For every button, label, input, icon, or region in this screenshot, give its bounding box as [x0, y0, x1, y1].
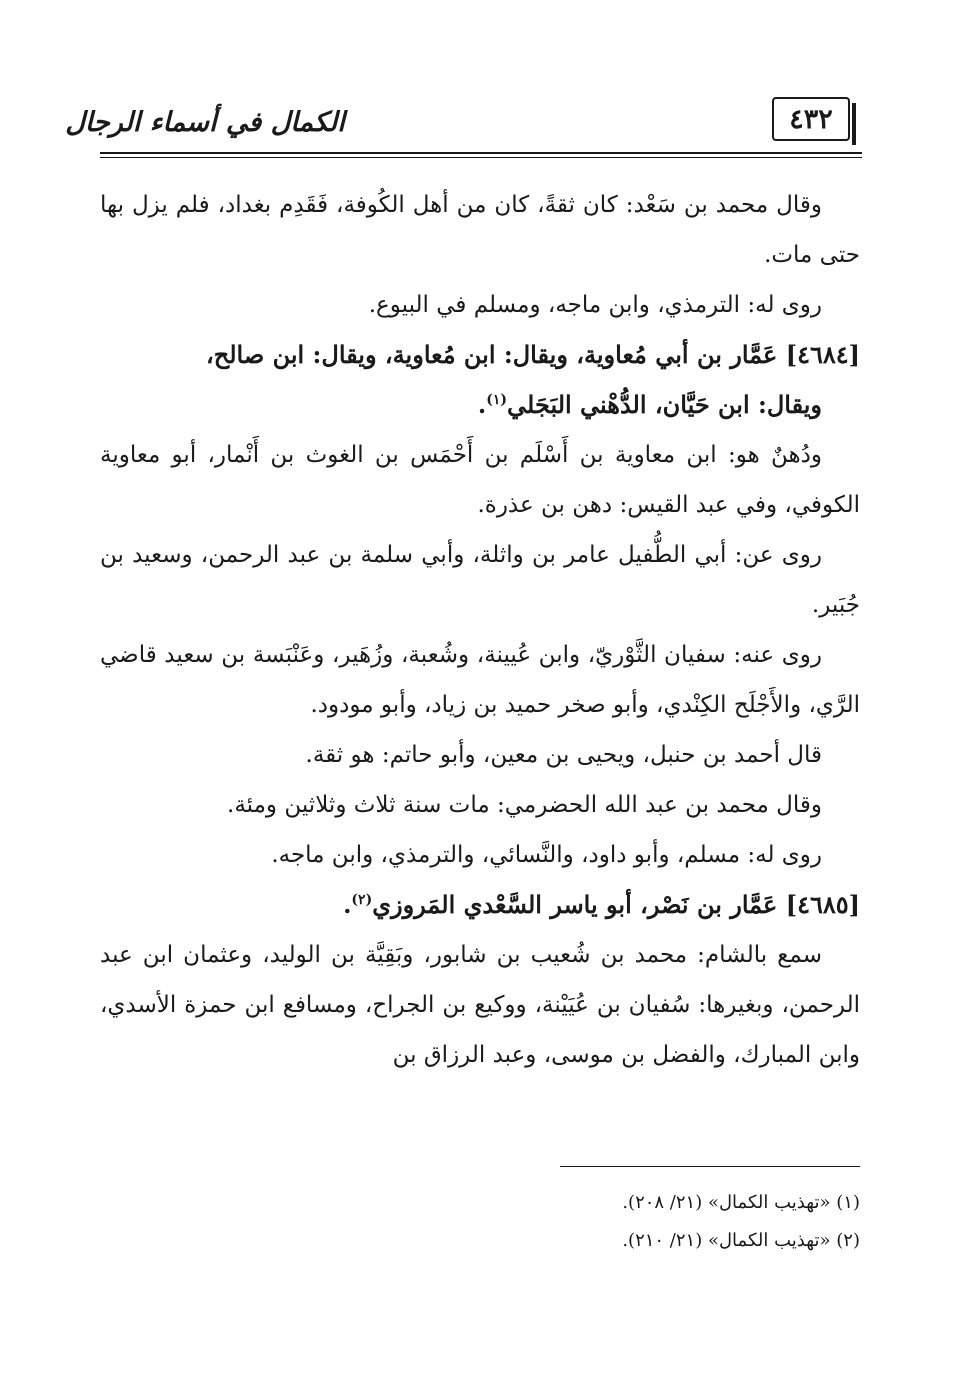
paragraph: وقال محمد بن سَعْد: كان ثقةً، كان من أهل الكُوفة، فَقَدِم بغداد، فلم يزل بها حتى مات. — [100, 192, 860, 268]
footnote-separator — [560, 1166, 860, 1167]
footnote: (٢) «تهذيب الكمال» (٢١/ ٢١٠). — [622, 1230, 860, 1251]
footnote: (١) «تهذيب الكمال» (٢١/ ٢٠٨). — [622, 1192, 860, 1213]
footnotes — [100, 1184, 860, 1260]
footnote-ref: (١) — [486, 392, 508, 408]
paragraph: روى له: الترمذي، وابن ماجه، ومسلم في البيوع. — [368, 292, 822, 318]
paragraph: وقال محمد بن عبد الله الحضرمي: مات سنة ثلاث وثلاثين ومئة. — [227, 792, 822, 818]
paragraph: روى عنه: سفيان الثَّوْريّ، وابن عُيينة، وشُعبة، وزُهَير، وعَنْبَسة بن سعيد قاضي الرَّي، والأَجْلَح الكِنْدي، وأبو صخر حميد بن زياد، وأبو مودود. — [100, 642, 860, 718]
book-title: الكمال في أسماء الرجال — [65, 106, 345, 138]
entry-heading: [٤٦٨٤] عَمَّار بن أبي مُعاوية، ويقال: ابن مُعاوية، ويقال: ابن صالح، — [205, 340, 860, 369]
paragraph: ودُهنٌ هو: ابن معاوية بن أَسْلَم بن أَحْمَس بن الغوث بن أَنْمار، أبو معاوية الكوفي، وفي عبد القيس: دهن بن عذرة. — [100, 442, 860, 518]
paragraph: قال أحمد بن حنبل، ويحيى بن معين، وأبو حاتم: هو ثقة. — [305, 742, 822, 768]
header-rule — [100, 152, 862, 154]
footnote-ref: (٢) — [351, 892, 373, 908]
page-number — [772, 97, 850, 141]
paragraph: روى له: مسلم، وأبو داود، والنَّسائي، والترمذي، وابن ماجه. — [271, 842, 822, 868]
main-text — [100, 180, 860, 1080]
paragraph: سمع بالشام: محمد بن شُعيب بن شابور، وبَقِيَّة بن الوليد، وعثمان ابن عبد الرحمن، وبغيرها: سُفيان بن عُيَيْنة، ووكيع بن الجراح، ومسافع ابن حمزة الأسدي، وابن المبارك، والفضل بن موسى، وعبد الرزاق بن — [100, 942, 860, 1068]
page-number-text: ٤٣٢ — [789, 103, 833, 135]
paragraph: روى عن: أبي الطُّفيل عامر بن واثلة، وأبي سلمة بن عبد الرحمن، وسعيد بن جُبَير. — [100, 542, 860, 618]
entry-heading-continued: ويقال: ابن حَيَّان، الدُّهْني البَجَلي$^{(١)}$. — [477, 390, 822, 419]
header-rule-thin — [100, 157, 862, 158]
entry-heading: [٤٦٨٥] عَمَّار بن نَصْر، أبو ياسر السَّعْدي المَروزي$^{(٢)}$. — [343, 890, 860, 919]
